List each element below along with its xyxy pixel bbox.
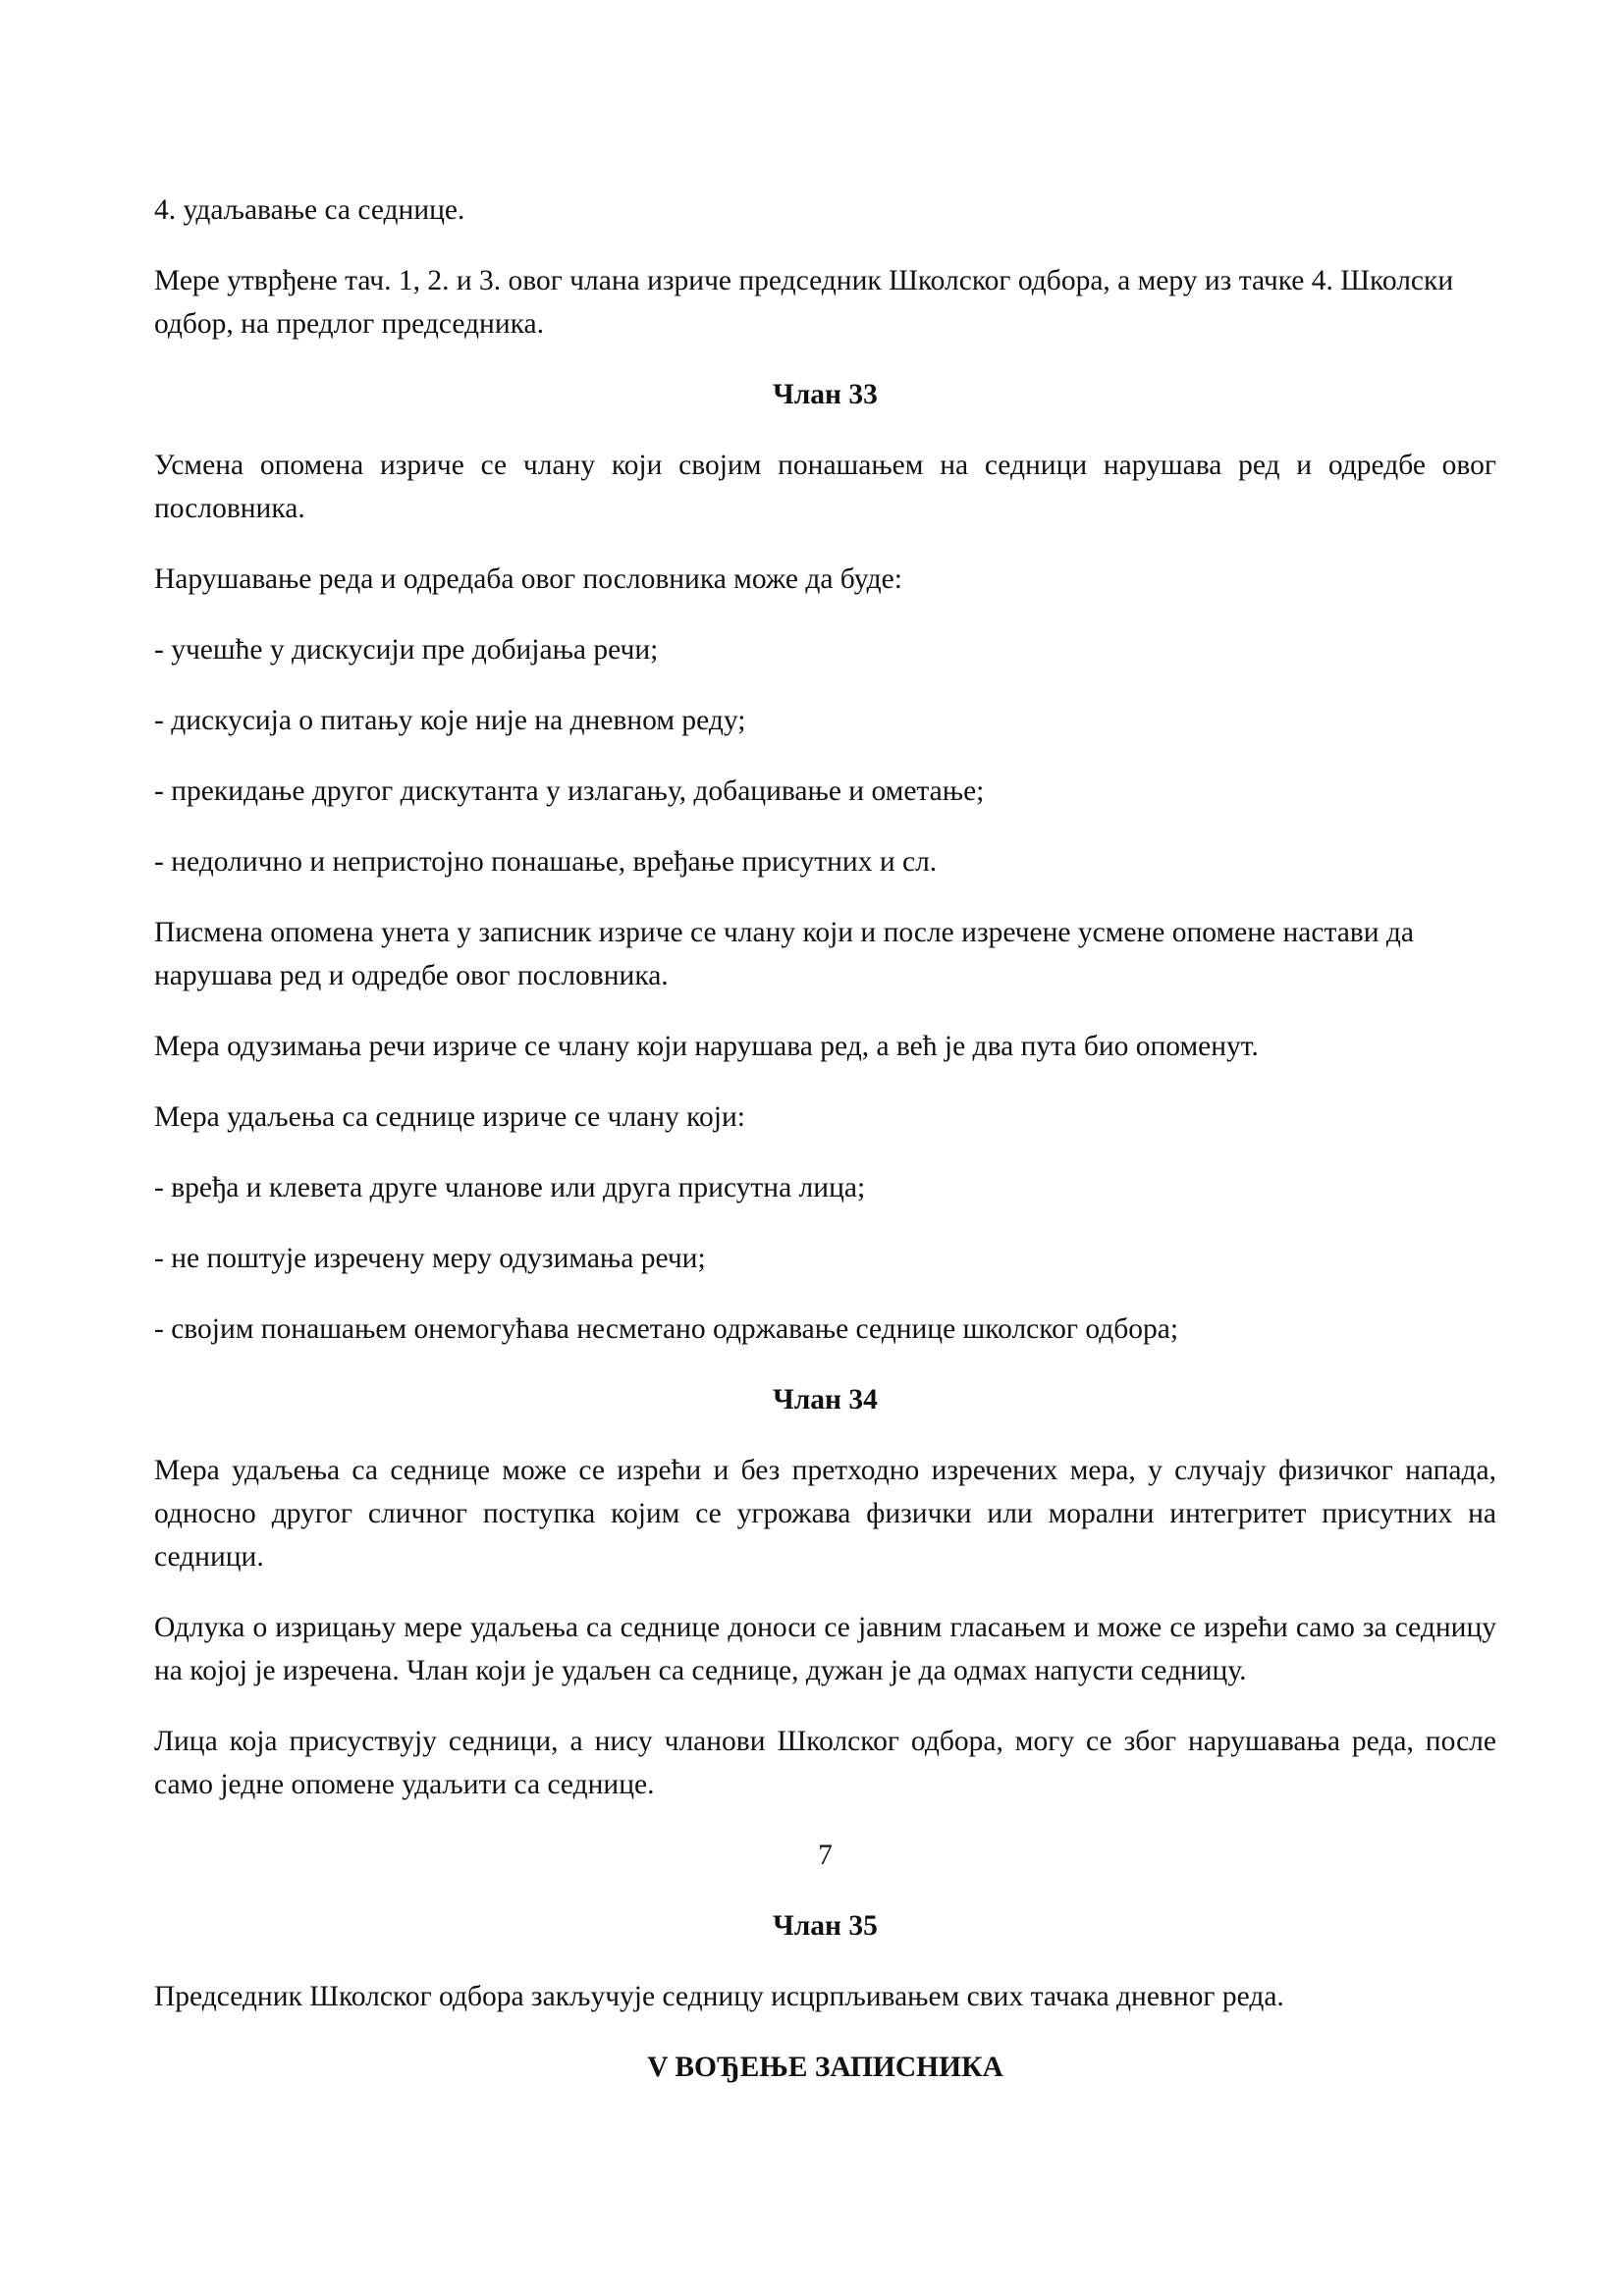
page-number: 7 [818, 1840, 833, 1871]
list-item-violation: - дискусија о питању које није на дневном реду; [154, 705, 746, 736]
list-item-removal: - својим понашањем онемогућава несметано одржавање седнице школског одбора; [154, 1313, 1179, 1345]
document-page [154, 188, 1496, 2116]
paragraph-non-members: Лица која присуствују седници, а нису чланови Школског одбора, могу се због нарушавања реда, после само једне опомене удаљити са седнице. [154, 1726, 1496, 1800]
list-item-point-4: 4. удаљавање са седнице. [154, 194, 465, 226]
paragraph-session-closing: Председник Школског одбора закључује седницу исцрпљивањем свих тачака дневног реда. [154, 1981, 1284, 2012]
list-item-removal: - вређа и клевета друге чланове или друга присутна лица; [154, 1172, 866, 1203]
paragraph-measures-authority: Мере утврђене тач. 1, 2. и 3. овог члана изриче председник Школског одбора, а меру из тачке 4. Школски одбор, на предлог председника. [154, 265, 1454, 340]
list-item-violation: - прекидање другог дискутанта у излагању, добацивање и ометање; [154, 775, 985, 807]
paragraph-written-warning: Писмена опомена унета у записник изриче се члану који и после изречене усмене опомене настави да нарушава ред и одредбе овог пословника. [154, 917, 1415, 991]
list-item-removal: - не поштује изречену меру одузимања речи; [154, 1243, 706, 1274]
paragraph-removal-without-warning: Мера удаљења са седнице може се изрећи и без претходно изречених мера, у случају физичког напада, односно другог сличног поступка којим се угрожава физички или морални интегритет присутних на седници. [154, 1455, 1496, 1573]
paragraph-violation-intro: Нарушавање реда и одредаба овог пословника може да буде: [154, 563, 902, 595]
paragraph-oral-warning: Усмена опомена изриче се члану који својим понашањем на седници нарушава ред и одредбе овог пословника. [154, 450, 1496, 524]
article-heading-33: Члан 33 [773, 379, 878, 410]
paragraph-speech-revocation: Мера одузимања речи изриче се члану који нарушава ред, а већ је два пута био опоменут. [154, 1031, 1259, 1062]
article-heading-34: Члан 34 [773, 1384, 878, 1415]
paragraph-removal-intro: Мера удаљења са седнице изриче се члану који: [154, 1101, 745, 1133]
article-heading-35: Члан 35 [773, 1910, 878, 1942]
list-item-violation: - недолично и непристојно понашање, вређање присутних и сл. [154, 846, 938, 878]
section-heading-minutes: V ВОЂЕЊЕ ЗАПИСНИКА [647, 2052, 1003, 2083]
list-item-violation: - учешће у дискусији пре добијања речи; [154, 634, 659, 666]
paragraph-removal-decision: Одлука о изрицању мере удаљења са седнице доноси се јавним гласањем и може се изрећи само за седницу на којој је изречена. Члан који је удаљен са седнице, дужан је да одмах напусти седницу. [154, 1612, 1496, 1686]
